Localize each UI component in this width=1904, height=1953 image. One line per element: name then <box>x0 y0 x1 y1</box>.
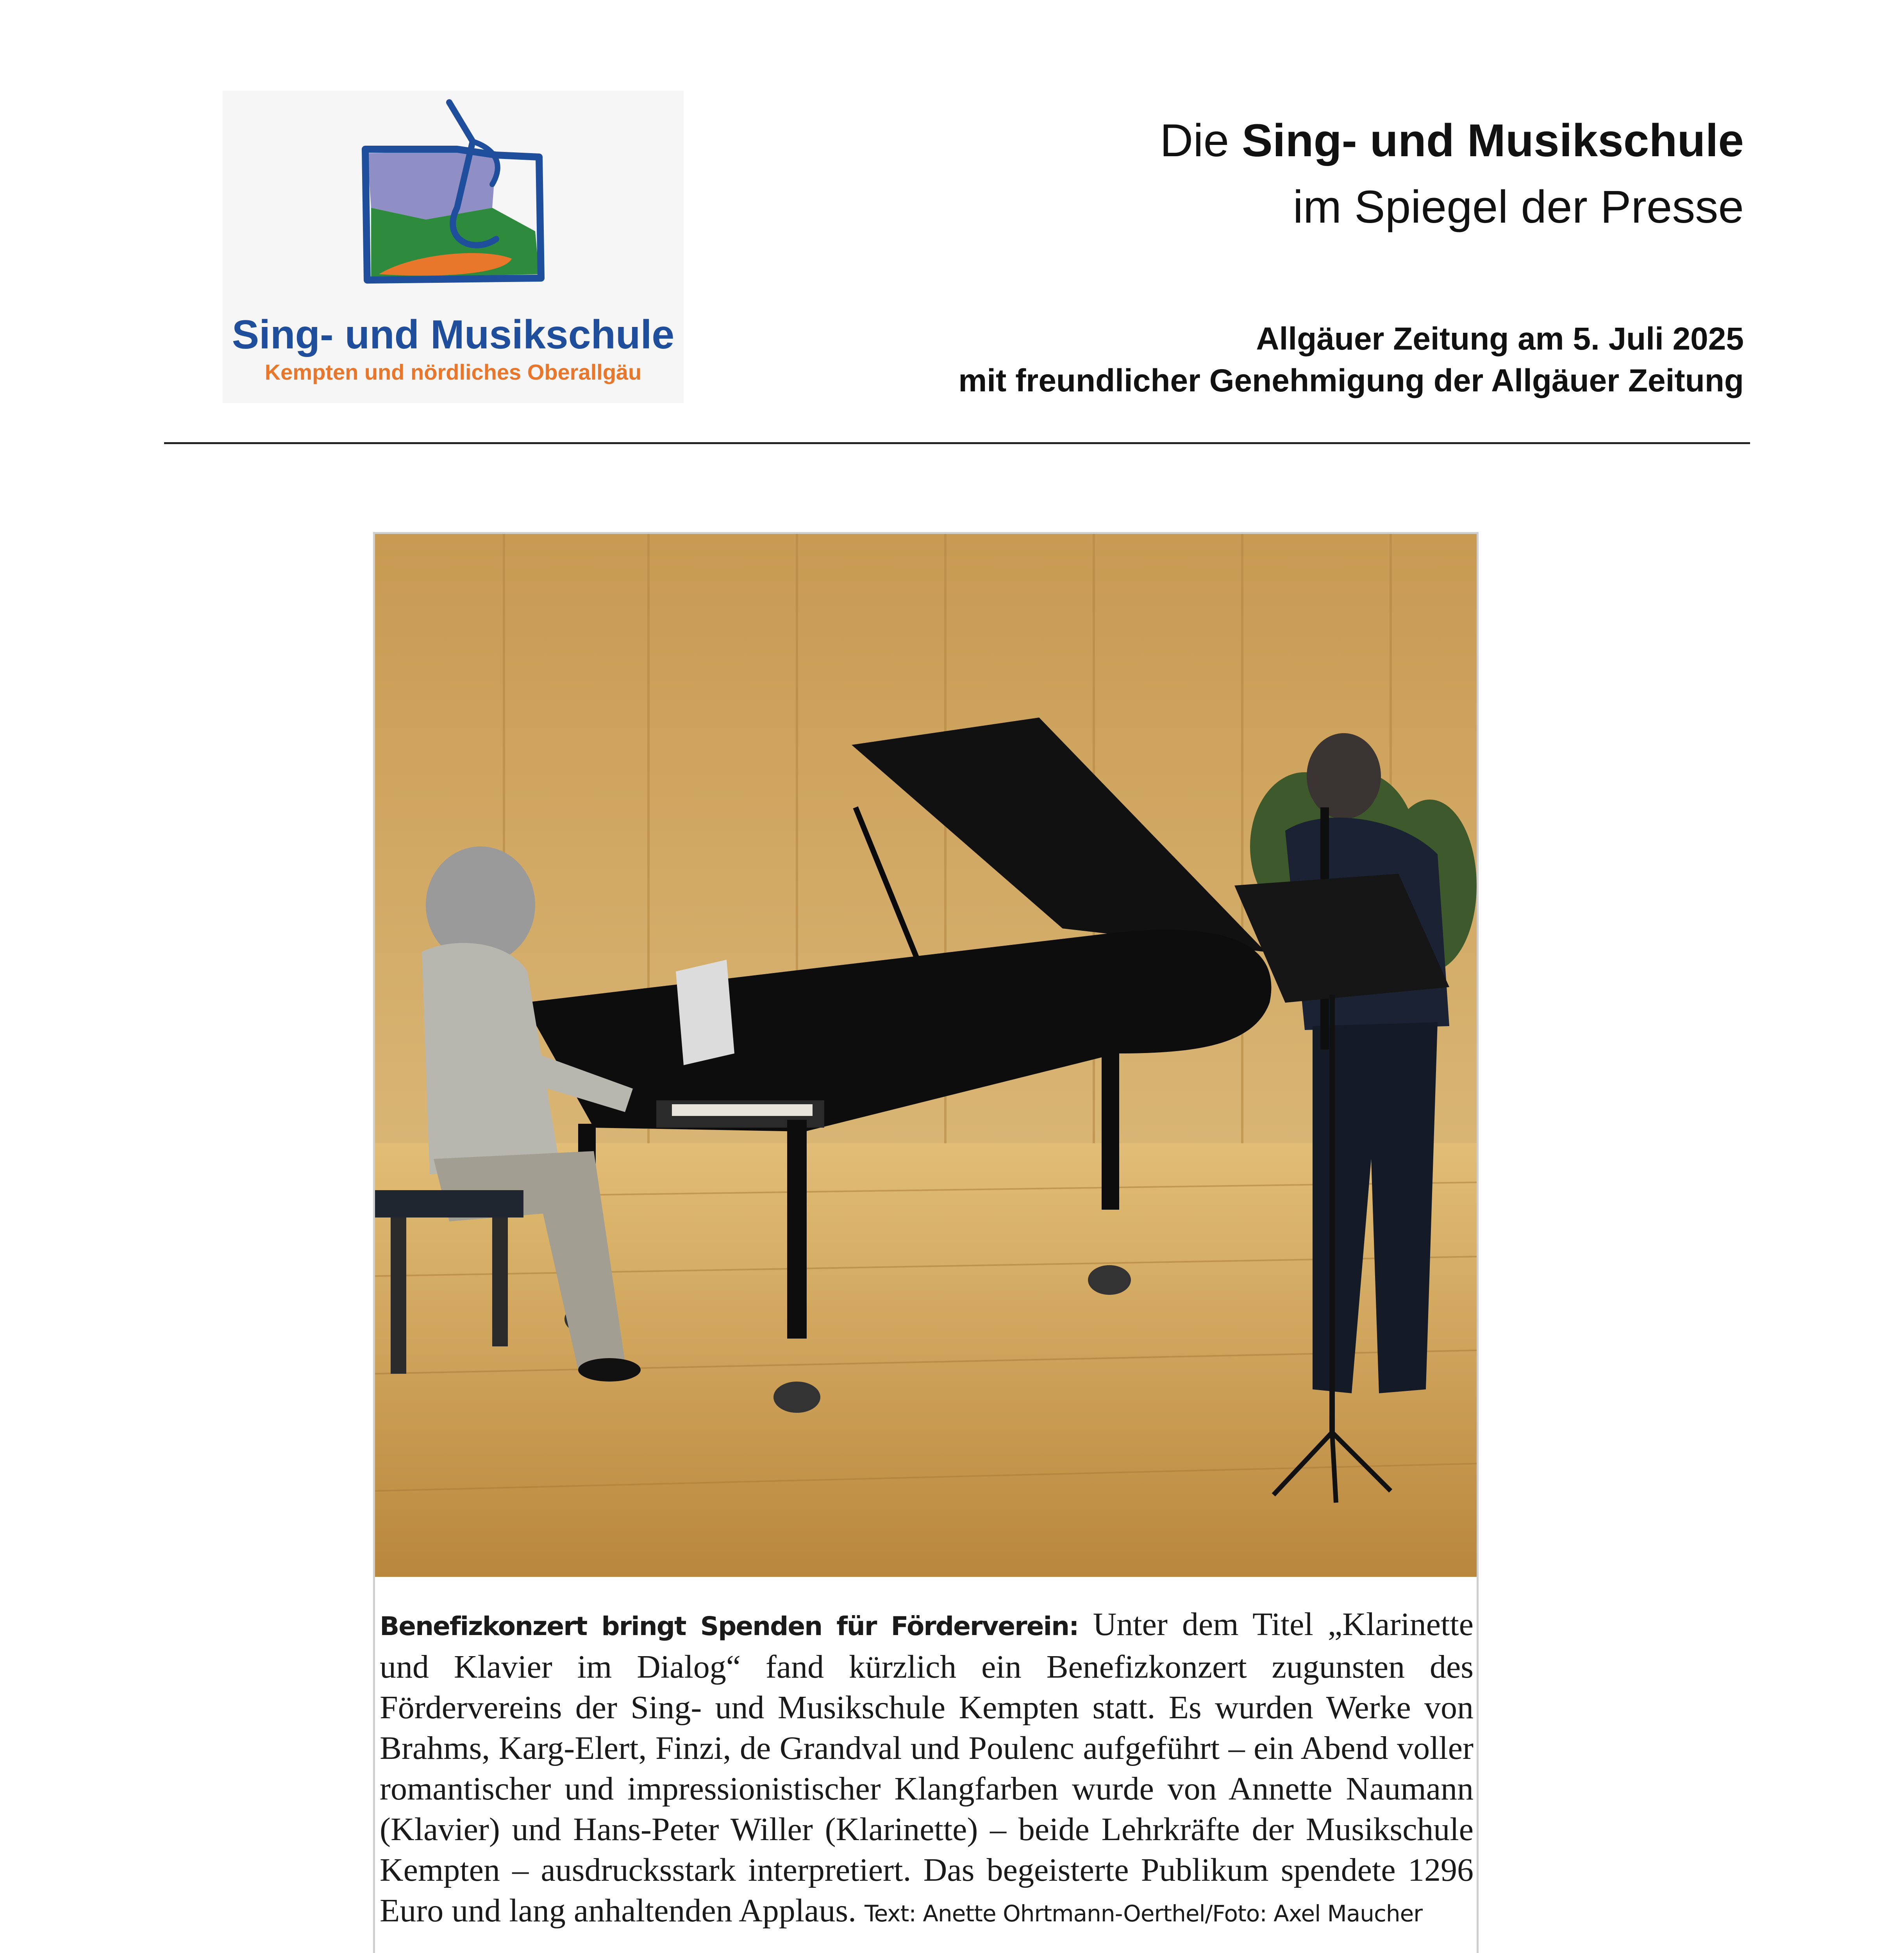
caption-headline: Benefizkonzert bringt Spenden für Förderverein: <box>380 1611 1079 1641</box>
caption-body: Unter dem Titel „Klarinette und Klavier im Dialog“ fand kürzlich ein Benefizkonzert zugunsten des Fördervereins der Sing- und Musikschule Kempten statt. Es wurden Werke von Brahms, Karg-Elert, Finzi, de Grandval und Poulenc aufgeführt – ein Abend voller romantischer und impressionistischer Klangfarben wurde von Annette Naumann (Klavier) und Hans-Peter Willer (Klarinette) – beide Lehrkräfte der Musikschule Kempten – ausdrucksstark interpretiert. Das begeisterte Publikum spendete 1296 Euro und lang anhaltenden Applaus. <box>380 1606 1474 1929</box>
logo-subtitle: Kempten und nördliches Oberallgäu <box>264 360 642 384</box>
header-divider <box>164 442 1750 444</box>
school-logo <box>223 91 684 403</box>
concert-photo <box>375 534 1477 1577</box>
page-title <box>1160 113 1744 168</box>
page-subtitle: im Spiegel der Presse <box>1293 181 1744 233</box>
photo-caption <box>380 1604 1474 1934</box>
page-title-prefix: Die <box>1160 115 1229 166</box>
permission-line: mit freundlicher Genehmigung der Allgäuer Zeitung <box>958 363 1744 398</box>
source-line: Allgäuer Zeitung am 5. Juli 2025 <box>1256 321 1744 357</box>
page-title-school: Sing- und Musikschule <box>1242 115 1744 166</box>
newspaper-clipping <box>373 532 1479 1953</box>
logo-name: Sing- und Musikschule <box>232 312 675 357</box>
caption-credit: Text: Anette Ohrtmann-Oerthel/Foto: Axel Maucher <box>864 1900 1423 1927</box>
